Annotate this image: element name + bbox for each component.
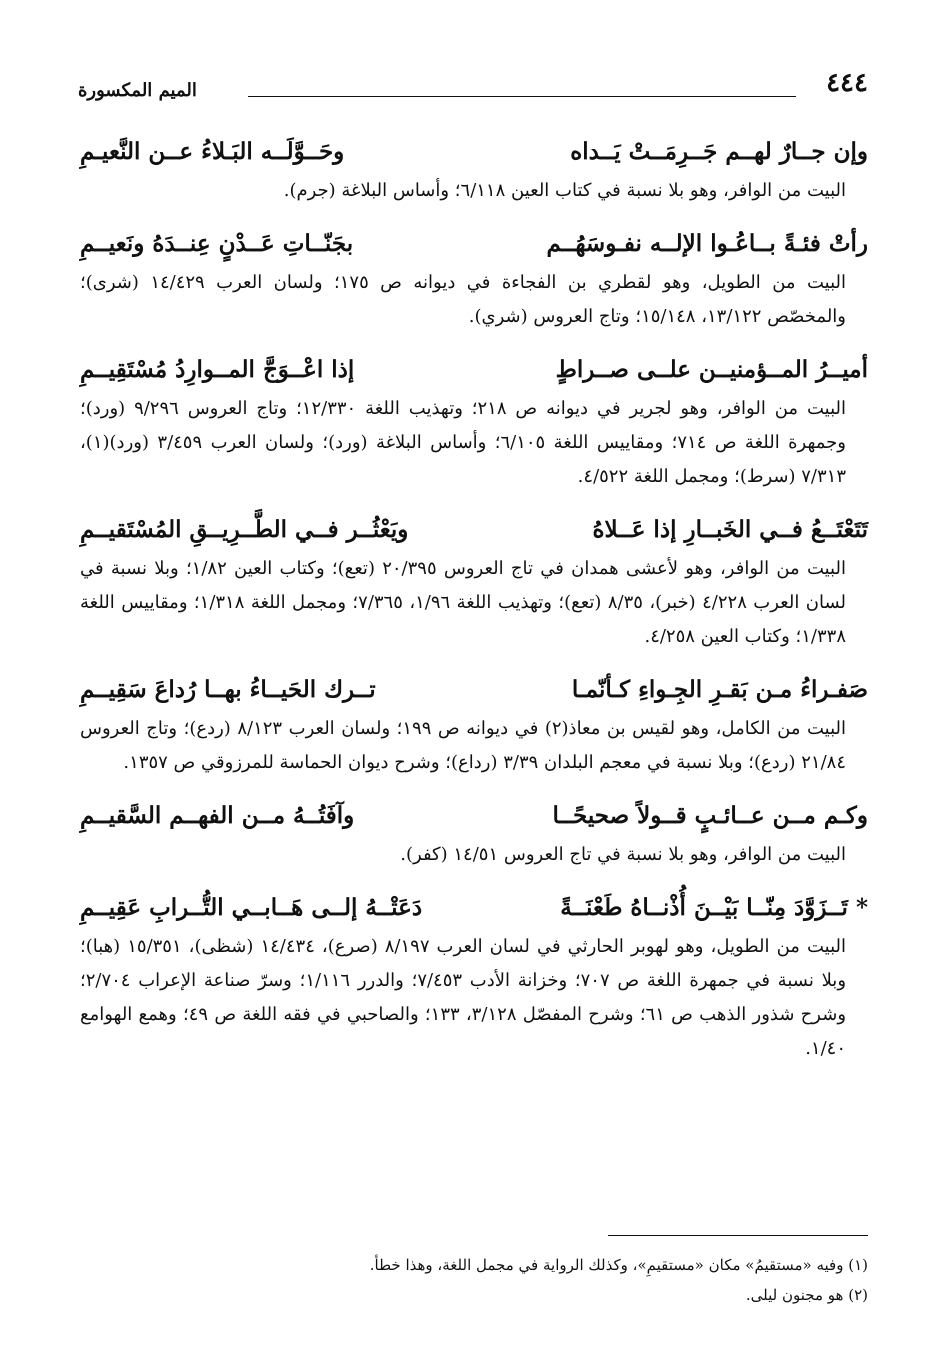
verse-entry [80, 130, 868, 208]
verse-entry [80, 348, 868, 494]
verse-line [80, 222, 868, 266]
verse-first-hemistich: رأتْ فئـةً بــاعُـوا الإلــه نفـوسَهُــم [546, 230, 868, 257]
footnote: (١) وفيه «مستقيمُ» مكان «مستقيمِ»، وكذلك الرواية في مجمل اللغة، وهذا خطأ. [369, 1256, 868, 1274]
verse-line [80, 668, 868, 712]
running-title: الميم المكسورة [78, 80, 197, 101]
source-note: البيت من الطويل، وهو لهوبر الحارثي في لسان العرب ٨/١٩٧ (صرع)، ١٤/٤٣٤ (شظى)، ١٥/٣٥١ (هبا)؛ وبلا نسبة في جمهرة اللغة ص ٧٠٧؛ وخزانة الأدب ٧/٤٥٣؛ والدرر ١/١١٦؛ وسرّ صناعة الإعراب ٢/٧٠٤؛ وشرح شذور الذهب ص ٦١؛ وشرح المفصّل ٣/١٢٨، ١٣٣؛ والصاحبي في فقه اللغة ص ٤٩؛ وهمع الهوامع ١/٤٠. [80, 936, 847, 1059]
verse-line [80, 794, 868, 838]
verse-entry [80, 222, 868, 334]
page-header [78, 68, 868, 108]
source-note: البيت من الطويل، وهو لقطري بن الفجاءة في ديوانه ص ١٧٥؛ ولسان العرب ١٤/٤٢٩ (شرى)؛ والمخصّص ١٣/١٢٢، ١٥/١٤٨؛ وتاج العروس (شري). [80, 272, 846, 327]
footnote: (٢) هو مجنون ليلى. [745, 1286, 868, 1304]
verse-entry [80, 508, 868, 654]
verse-second-hemistich: ويَعْثُــر فــي الطَّــرِيــقِ المُسْتَقيــمِ [80, 516, 409, 543]
verse-second-hemistich: وآفَتُــهُ مــن الفهــم السَّقيــمِ [80, 802, 355, 829]
page-number: ٤٤٤ [826, 68, 868, 98]
footnotes [168, 1250, 868, 1310]
verse-entry [80, 668, 868, 780]
footnote-rule [608, 1235, 868, 1236]
verse-line [80, 348, 868, 392]
verse-first-hemistich: * تَــزَوَّدَ مِنّــا بَيْــنَ أُذْنــاهُ طَعْنَــةً [560, 894, 868, 921]
source-note: البيت من الوافر، وهو بلا نسبة في تاج العروس ١٤/٥١ (كفر). [400, 844, 846, 865]
verse-entry [80, 794, 868, 872]
verse-first-hemistich: صَفـراءُ مـن بَقـرِ الجِـواءِ كـأنّمـا [571, 676, 868, 703]
source-note: البيت من الوافر، وهو لأعشى همدان في تاج العروس ٢٠/٣٩٥ (تعع)؛ وكتاب العين ١/٨٢؛ وبلا نسبة في لسان العرب ٤/٢٢٨ (خبر)، ٨/٣٥ (تعع)؛ وتهذيب اللغة ١/٩٦، ٧/٣٦٥؛ ومجمل اللغة ١/٣١٨؛ ومقاييس اللغة ١/٣٣٨؛ وكتاب العين ٤/٢٥٨. [80, 558, 847, 647]
source-note: البيت من الوافر، وهو لجرير في ديوانه ص ٢١٨؛ وتهذيب اللغة ١٢/٣٣٠؛ وتاج العروس ٩/٢٩٦ (ورد)؛ وجمهرة اللغة ص ٧١٤؛ ومقاييس اللغة ٦/١٠٥؛ وأساس البلاغة (ورد)؛ ولسان العرب ٣/٤٥٩ (ورد)(١)، ٧/٣١٣ (سرط)؛ ومجمل اللغة ٤/٥٢٢. [80, 398, 847, 487]
verse-first-hemistich: وكـم مــن عــائـبٍ قــولاً صحيحًــا [552, 802, 868, 829]
verse-second-hemistich: دَعَتْــهُ إلــى هَــابــي التُّــرابِ عَقِيــمِ [80, 894, 423, 921]
verse-second-hemistich: بجَنّــاتِ عَــدْنٍ عِنــدَهُ ونَعيــمِ [80, 230, 354, 257]
verse-entry [80, 886, 868, 1066]
verse-first-hemistich: تَتَعْتَــعُ فــي الخَبــارِ إذا عَــلاهُ [592, 516, 868, 543]
verse-second-hemistich: تــرك الحَيــاءُ بهــا رُداعَ سَقِيــمِ [80, 676, 376, 703]
page-content [80, 130, 868, 1080]
source-note: البيت من الكامل، وهو لقيس بن معاذ(٢) في ديوانه ص ١٩٩؛ ولسان العرب ٨/١٢٣ (ردع)؛ وتاج العروس ٢١/٨٤ (ردع)؛ وبلا نسبة في معجم البلدان ٣/٣٩ (رداع)؛ وشرح ديوان الحماسة للمرزوقي ص ١٣٥٧. [80, 718, 847, 773]
verse-second-hemistich: إذا اعْــوَجَّ المــوارِدُ مُسْتَقِيــمِ [80, 356, 355, 383]
verse-line [80, 886, 868, 930]
verse-first-hemistich: أميــرُ المــؤمنيــن علــى صــراطٍ [555, 356, 868, 383]
source-note: البيت من الوافر، وهو بلا نسبة في كتاب العين ٦/١١٨؛ وأساس البلاغة (جرم). [283, 180, 846, 201]
verse-line [80, 130, 868, 174]
verse-line [80, 508, 868, 552]
header-rule [248, 96, 796, 97]
verse-second-hemistich: وحَــوَّلَــه البَـلاءُ عــن النَّعيـمِ [80, 138, 345, 165]
verse-first-hemistich: وإن جــارٌ لهــم جَــرِمَــتْ يَــداه [570, 138, 868, 165]
